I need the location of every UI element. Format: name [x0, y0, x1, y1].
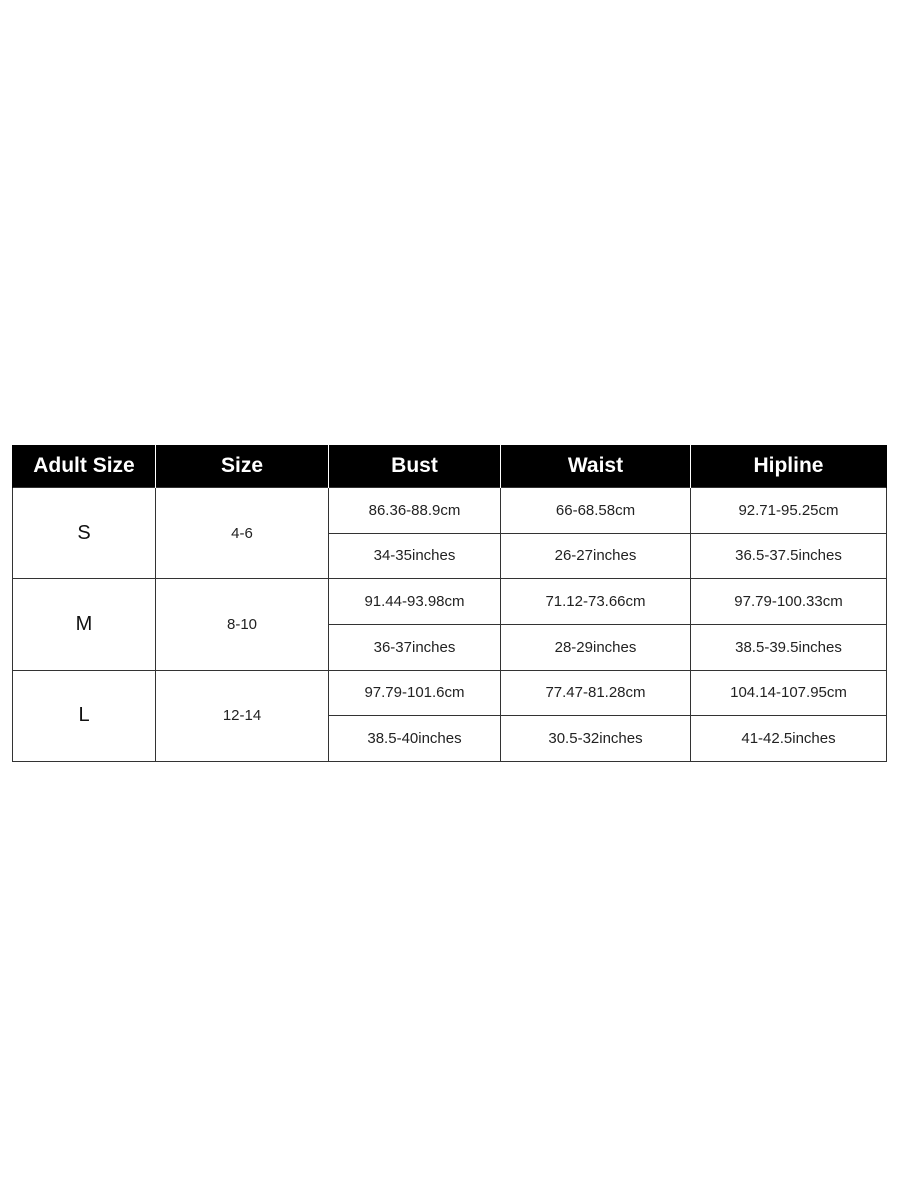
table-row [13, 488, 887, 534]
waist-cm-cell: 77.47-81.28cm [501, 670, 691, 716]
table-row [13, 670, 887, 716]
adult-size-cell: M [13, 579, 156, 670]
size-cell: 12-14 [156, 670, 329, 761]
size-chart-table [12, 445, 887, 762]
bust-cm-cell: 97.79-101.6cm [329, 670, 501, 716]
header-adult-size: Adult Size [13, 445, 156, 488]
size-cell: 4-6 [156, 488, 329, 579]
hip-cm-cell: 92.71-95.25cm [691, 488, 887, 534]
waist-cm-cell: 71.12-73.66cm [501, 579, 691, 625]
header-waist: Waist [501, 445, 691, 488]
waist-inches-cell: 30.5-32inches [501, 716, 691, 762]
bust-cm-cell: 91.44-93.98cm [329, 579, 501, 625]
bust-inches-cell: 34-35inches [329, 533, 501, 579]
hip-inches-cell: 41-42.5inches [691, 716, 887, 762]
hip-cm-cell: 104.14-107.95cm [691, 670, 887, 716]
header-hipline: Hipline [691, 445, 887, 488]
header-bust: Bust [329, 445, 501, 488]
waist-cm-cell: 66-68.58cm [501, 488, 691, 534]
size-cell: 8-10 [156, 579, 329, 670]
hip-cm-cell: 97.79-100.33cm [691, 579, 887, 625]
bust-inches-cell: 38.5-40inches [329, 716, 501, 762]
hip-inches-cell: 38.5-39.5inches [691, 624, 887, 670]
waist-inches-cell: 26-27inches [501, 533, 691, 579]
table-row [13, 579, 887, 625]
adult-size-cell: L [13, 670, 156, 761]
header-row [13, 445, 887, 488]
header-size: Size [156, 445, 329, 488]
bust-inches-cell: 36-37inches [329, 624, 501, 670]
hip-inches-cell: 36.5-37.5inches [691, 533, 887, 579]
bust-cm-cell: 86.36-88.9cm [329, 488, 501, 534]
waist-inches-cell: 28-29inches [501, 624, 691, 670]
adult-size-cell: S [13, 488, 156, 579]
